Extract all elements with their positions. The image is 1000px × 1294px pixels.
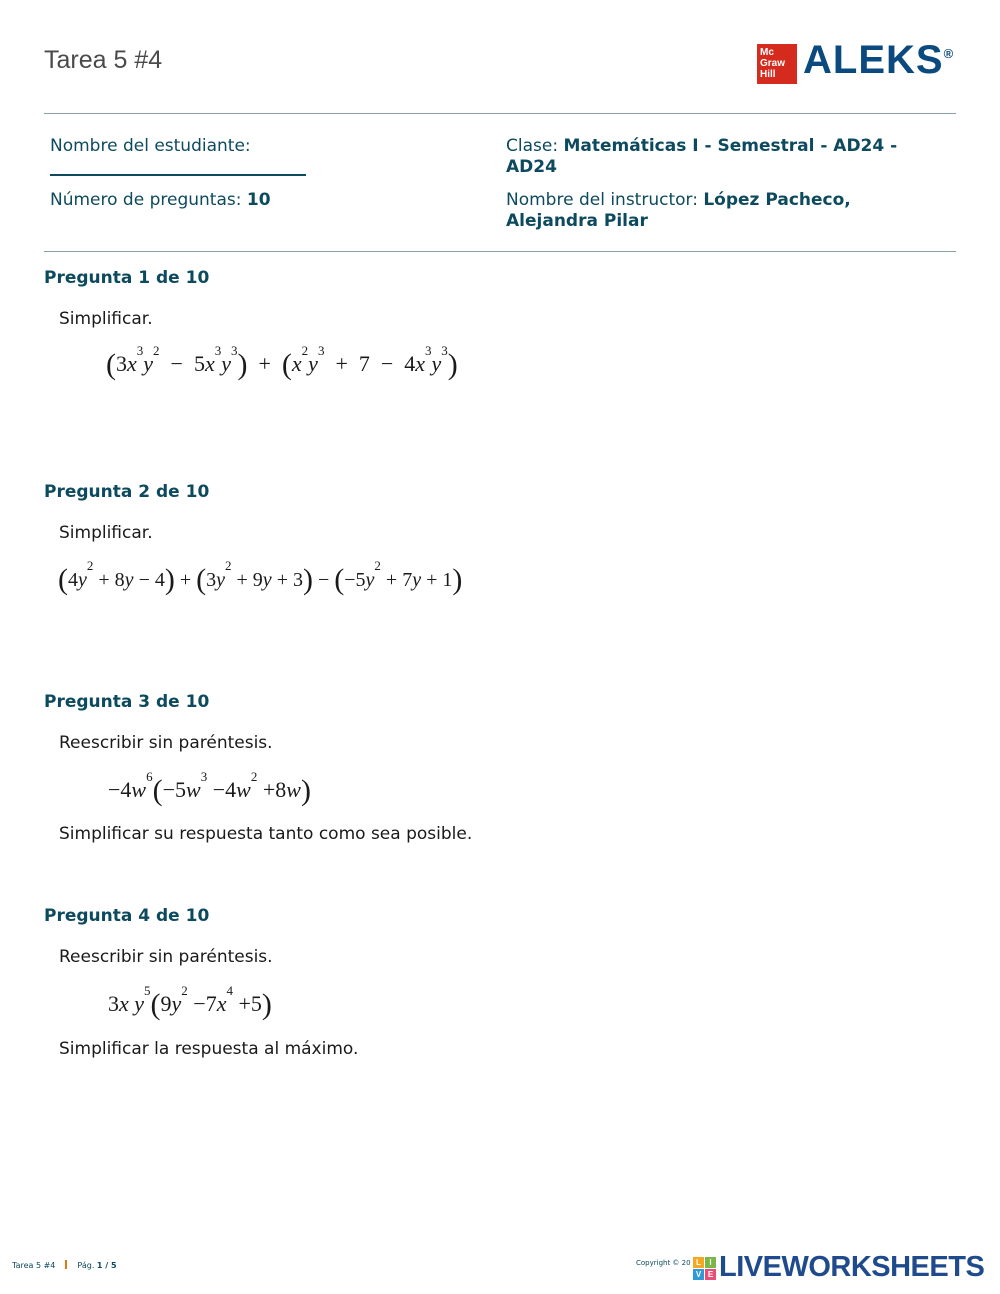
question-heading: Pregunta 1 de 10 [44,268,210,288]
question-note: Simplificar la respuesta al máximo. [59,1039,359,1059]
header-divider [44,113,956,114]
instructor-info: Nombre del instructor: López Pacheco, Alejandra Pilar [506,190,851,231]
liveworksheets-watermark [693,1251,993,1283]
student-name-label: Nombre del estudiante: [50,136,251,156]
math-expression: $-4w^6(-5w^3 -4w^2 +8w)$ [108,769,311,807]
mcgraw-hill-badge: Mc Graw Hill [757,44,797,84]
question-heading: Pregunta 4 de 10 [44,906,210,926]
math-expression: $(3x^3y^2 - 5x^3y^3) + (x^2y^3 + 7 - 4x^3y^3)$ [106,343,458,381]
aleks-logo [757,38,957,84]
page-title: Tarea 5 #4 [44,46,163,74]
footer-separator [65,1260,67,1269]
footer-doc-title: Tarea 5 #4 [12,1261,56,1270]
question-prompt: Simplificar. [59,523,153,543]
question-count: Número de preguntas: 10 [50,190,271,210]
question-prompt: Reescribir sin paréntesis. [59,947,273,967]
question-heading: Pregunta 2 de 10 [44,482,210,502]
question-prompt: Reescribir sin paréntesis. [59,733,273,753]
math-expression: 3x $y^5(9y^2 -7x^4 +5)$ [108,983,272,1021]
liveworksheets-icon: L I V E [693,1257,717,1281]
copyright-text: Copyright © 20 [636,1259,691,1267]
question-heading: Pregunta 3 de 10 [44,692,210,712]
question-note: Simplificar su respuesta tanto como sea posible. [59,824,473,844]
class-info: Clase: Matemáticas I - Semestral - AD24 - AD24 [506,136,898,177]
math-expression: $(4y^2 + 8y - 4) + (3y^2 + 9y + 3) - (-5y^2 + 7y + 1)$ [58,558,463,596]
liveworksheets-wordmark: LIVEWORKSHEETS [719,1251,985,1283]
question-prompt: Simplificar. [59,309,153,329]
student-name-line [50,174,306,176]
page-number: 1 / 5 [96,1261,117,1270]
info-divider [44,251,956,252]
aleks-wordmark: ALEKS® [803,38,955,82]
page-footer: Tarea 5 #4 Pág. 1 / 5 [12,1261,117,1270]
